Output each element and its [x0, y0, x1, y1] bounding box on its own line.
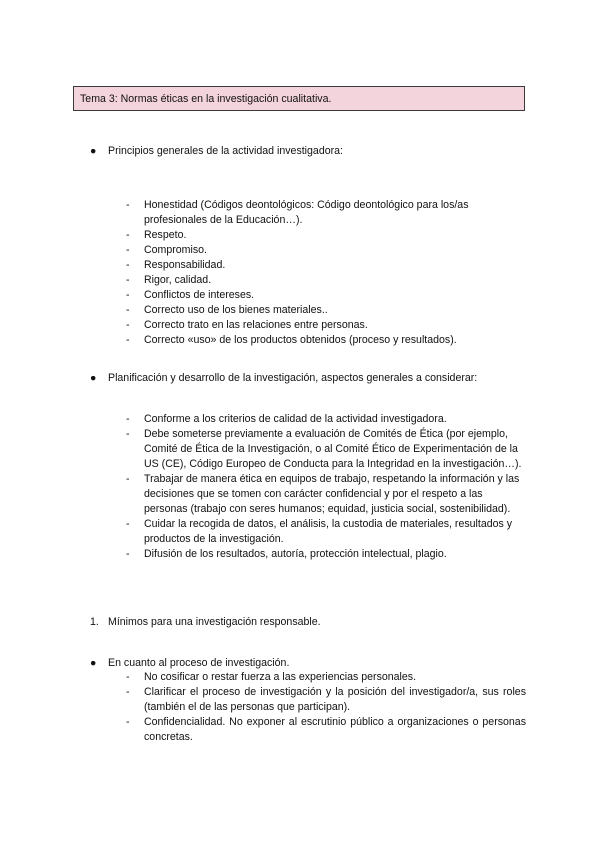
list-item: - Confidencialidad. No exponer al escrutinio público a organizaciones o personas concretas. — [126, 715, 526, 745]
numbered-heading-text: Mínimos para una investigación responsable. — [108, 616, 321, 628]
section1-list — [126, 198, 526, 348]
section1-heading-text: Principios generales de la actividad investigadora: — [108, 145, 343, 157]
list-item: - Trabajar de manera ética en equipos de trabajo, respetando la información y las decisiones que se tomen con carácter confidencial y por el respeto a las personas (trabajo con seres humanos; equidad, justicia social, sostenibilidad). — [126, 472, 526, 517]
section3-heading — [90, 656, 289, 670]
section2-heading-text: Planificación y desarrollo de la investigación, aspectos generales a considerar: — [108, 372, 478, 384]
list-item: - Clarificar el proceso de investigación y la posición del investigador/a, sus roles (también el de las personas que participan). — [126, 685, 526, 715]
bullet-icon: ● — [90, 145, 97, 157]
section2-heading — [90, 371, 477, 385]
list-item: - Debe someterse previamente a evaluación de Comités de Ética (por ejemplo, Comité de Ética de la Investigación, o al Comité Ético de Experimentación de la US (CE), Código Europeo de Conducta para la Integridad en la investigación…). — [126, 427, 526, 472]
list-number: 1. — [90, 616, 99, 628]
numbered-heading — [90, 615, 321, 629]
section3-list — [126, 670, 526, 745]
list-item: - Rigor, calidad. — [126, 273, 526, 288]
list-item: - Correcto trato en las relaciones entre personas. — [126, 318, 526, 333]
list-item: - Cuidar la recogida de datos, el análisis, la custodia de materiales, resultados y productos de la investigación. — [126, 517, 526, 547]
section2-list — [126, 412, 526, 562]
list-item: - Conflictos de intereses. — [126, 288, 526, 303]
list-item: - Conforme a los criterios de calidad de la actividad investigadora. — [126, 412, 526, 427]
list-item: - No cosificar o restar fuerza a las experiencias personales. — [126, 670, 526, 685]
list-item: - Compromiso. — [126, 243, 526, 258]
list-item: - Difusión de los resultados, autoría, protección intelectual, plagio. — [126, 547, 526, 562]
list-item: - Honestidad (Códigos deontológicos: Código deontológico para los/as profesionales de la Educación…). — [126, 198, 526, 228]
bullet-icon: ● — [90, 372, 97, 384]
list-item: - Responsabilidad. — [126, 258, 526, 273]
section3-heading-text: En cuanto al proceso de investigación. — [108, 657, 290, 669]
page-title: Tema 3: Normas éticas en la investigación cualitativa. — [73, 86, 525, 111]
section1-heading — [90, 144, 343, 158]
bullet-icon: ● — [90, 657, 97, 669]
list-item: - Respeto. — [126, 228, 526, 243]
list-item: - Correcto uso de los bienes materiales.. — [126, 303, 526, 318]
list-item: - Correcto «uso» de los productos obtenidos (proceso y resultados). — [126, 333, 526, 348]
